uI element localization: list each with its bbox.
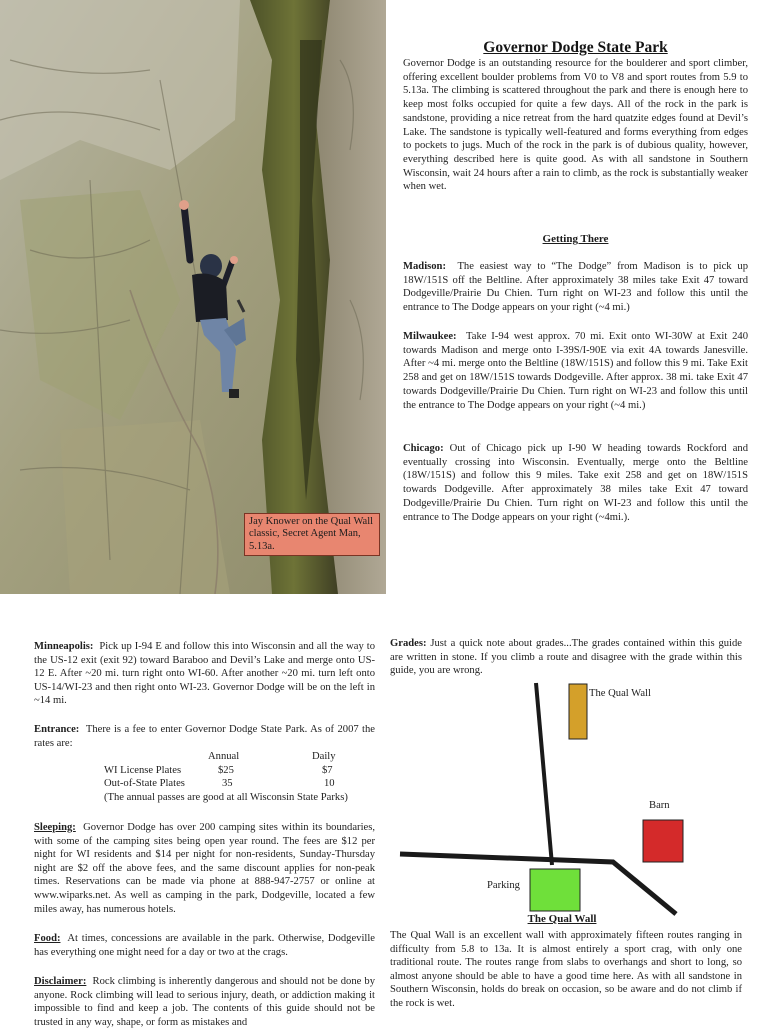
sleeping-label: Sleeping: xyxy=(34,822,76,833)
photo-caption: Jay Knower on the Qual Wall classic, Secret Agent Man, 5.13a. xyxy=(244,513,380,556)
fees-header-row xyxy=(104,750,404,764)
fees-row xyxy=(104,764,404,778)
page-title: Governor Dodge State Park xyxy=(483,39,668,56)
entrance-label: Entrance: xyxy=(34,724,80,735)
madison-label: Madison: xyxy=(403,261,446,272)
disclaimer-text: Rock climbing is inherently dangerous and should not be done by anyone. Rock climbing will lead to serious injury, death, or addiction making it impossible to find and keep a job. The contents of this guide should not be trusted in any way, shape, or form as mistakes and xyxy=(34,976,376,1028)
fees-row-annual: $25 xyxy=(218,764,234,776)
approach-path xyxy=(536,683,552,865)
map-title: The Qual Wall xyxy=(527,913,597,925)
fees-row xyxy=(104,777,404,791)
chicago-label: Chicago: xyxy=(403,443,444,454)
food-section xyxy=(34,932,375,959)
qual-wall-marker xyxy=(569,684,587,739)
food-label: Food: xyxy=(34,933,61,944)
milwaukee-text: Take I-94 west approx. 70 mi. Exit onto WI-30W at Exit 240 towards Madison and merge onto I-39S/I-90E via exit 4A towards Janesville. After ~4 mi. merge onto the Beltline (18W/151S) and follow this 9 mi. Take Exit 258 and get on 18W/151S towards Dodgeville. After approx. 38 mi. take Exit 47 towards Dodgeville/Prairie Du Chien. Turn right on WI-23 and follow this until the entrance to The Dodge appears on your right (~4 mi.) xyxy=(403,331,748,411)
climbing-photo xyxy=(0,0,386,594)
grades-section xyxy=(390,637,742,678)
fees-table xyxy=(104,750,404,805)
minneapolis-text: Pick up I-94 E and follow this into Wisconsin and all the way to the US-12 exit (exit 92) toward Baraboo and Devil’s Lake and merge onto US-12 E. After ~20 mi. turn right onto WI-60. After another ~20 mi. turn left onto US-14/WI-23 and then right onto WI-23. Governor Dodge will be on the left in ~14 mi. xyxy=(34,641,376,707)
fees-row-name: WI License Plates xyxy=(104,764,182,776)
chicago-directions xyxy=(403,442,748,524)
grades-text: Just a quick note about grades...The grades contained within this guide are written in stone. If you climb a route and disagree with the grade within this guide, you are wrong. xyxy=(390,638,742,677)
map-label-qual-wall: The Qual Wall xyxy=(589,688,651,699)
fees-header-annual: Annual xyxy=(208,751,240,762)
fees-row-daily: 10 xyxy=(324,778,335,790)
qual-wall-description: The Qual Wall is an excellent wall with approximately fifteen routes ranging in difficulty from 5.8 to 13a. It is almost entirely a sport crag, with only one traditional route. The routes range from slabs to overhangs and short to long, so almost anyone should be able to have a good time here. As with all sandstone in Southern Wisconsin, holds do break on occasion, so be aware and do not climb if the rock is wet. xyxy=(390,930,742,1009)
disclaimer-label: Disclaimer: xyxy=(34,976,87,987)
fees-note-row xyxy=(104,791,404,805)
entrance-section xyxy=(34,723,375,750)
sleeping-section xyxy=(34,821,375,916)
sleeping-text: Governor Dodge has over 200 camping sites within its boundaries, with some of the camping sites being open year round. The fees are $12 per night for WI residents and $14 per night for non-residents, Sunday-Thursday night are $2 off the above fees, and the same discount applies for non-peak times. Reservations can be made via phone at 888-947-2757 or online at www.wiparks.net. As well as camping in the park, Dodgeville, located a few miles away, has numerous hotels. xyxy=(34,822,375,915)
madison-text: The easiest way to “The Dodge” from Madison is to pick up 18W/151S off the Beltline. After approximately 38 miles take Exit 47 toward Dodgeville/Prairie Du Chien. Turn right on WI-23 and follow this until the entrance to The Dodge appears on your right (~4 mi.) xyxy=(403,261,748,314)
barn-marker xyxy=(643,820,683,862)
minneapolis-label: Minneapolis: xyxy=(34,641,94,652)
fees-header-daily: Daily xyxy=(312,751,336,762)
madison-directions xyxy=(403,260,748,315)
grades-label: Grades: xyxy=(390,638,427,649)
milwaukee-directions xyxy=(403,330,748,412)
minneapolis-directions xyxy=(34,640,375,708)
map-label-parking: Parking xyxy=(487,880,520,891)
chicago-text: Out of Chicago pick up I-90 W heading towards Rockford and eventually crossing into Wisconsin. Eventually, merge onto the Beltline (18W/151S) and follow this 9 miles. Take exit 258 and get on 18W/151S towards Dodgeville. After approximately 38 miles take Exit 47 toward Dodgeville/Prairie Du Chien. Turn right on WI-23 and follow this until the entrance to The Dodge appears on your right (~4mi.). xyxy=(403,443,749,523)
intro-paragraph: Governor Dodge is an outstanding resource for the boulderer and sport climber, offering excellent boulder problems from V0 to V8 and sport routes from 5.9 to 5.13a. The climbing is scattered throughout the park and there is enough here to keep most folks occupied for quite a few days. All of the rock in the park is sandstone, providing a nice retreat from the hard quatzite edges found at Devil’s Lake. The sandstone is typically well-featured and forms everything from edges to pockets to jugs. Much of the rock in the park is of dubious quality, however, everything described here is quite good. As with all sandstone in Southern Wisconsin, wait 24 hours after a rain to climb, as the rock is substantially weaker when wet. xyxy=(403,58,748,193)
fees-row-annual: 35 xyxy=(222,778,233,790)
fees-row-name: Out-of-State Plates xyxy=(104,778,185,790)
parking-marker xyxy=(530,869,580,911)
fees-row-daily: $7 xyxy=(322,764,333,776)
getting-there-heading: Getting There xyxy=(542,233,609,245)
fees-note: (The annual passes are good at all Wisconsin State Parks) xyxy=(104,792,348,804)
entrance-text: There is a fee to enter Governor Dodge State Park. As of 2007 the rates are: xyxy=(34,724,375,749)
milwaukee-label: Milwaukee: xyxy=(403,331,457,342)
map-label-barn: Barn xyxy=(649,800,670,811)
disclaimer-section xyxy=(34,975,375,1029)
food-text: At times, concessions are available in the park. Otherwise, Dodgeville has everything one might need for a day or two at the crags. xyxy=(34,933,375,958)
